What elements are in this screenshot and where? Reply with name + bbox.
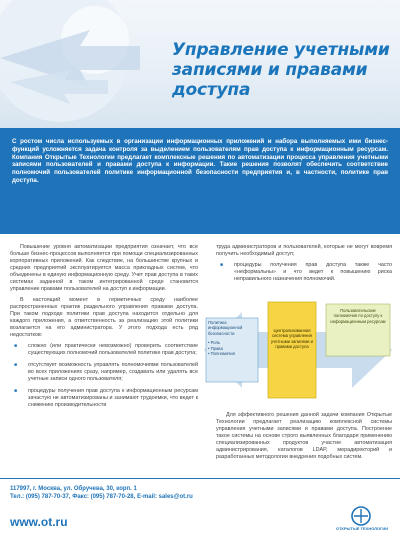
diagram-box-permissions-content	[328, 308, 388, 352]
right-paragraph-2: Для эффективного решения данной задачи компания Открытые Технологии предлагает реализацию комплексной системы управления учетными записями и правами доступа. Построение такое системы на основе строго выявленных благодаря применению специализированных продуктов участие автоматизация администрирования, каталогов LDAP, мерадиректорий и разработанных методологии внедрения подобных систем.	[216, 412, 392, 460]
diagram-system-text: Централизованная система управления учетными записями и правами доступа	[270, 328, 314, 350]
header-banner	[0, 0, 400, 128]
list-item: ■ отсутствует возможность управлять полномочиями пользователей во всех приложениях сразу, например, создавать или удалять все учетные записи одного пользователя;	[14, 362, 198, 383]
intro-band	[0, 128, 400, 234]
list-item: ■ процедуры получения прав доступа также часто «неформальны» и что ведет к повышению риска неправильного назначения полномочий.	[220, 262, 392, 283]
right-column-bottom	[216, 412, 392, 465]
list-item: ■ процедуры получения прав доступа к информационным ресурсам зачастую не автоматизированы и занимают трудоемки, что ведет к снижению производительности	[14, 388, 198, 409]
diagram-policy-title: Политика информационной безопасности	[208, 320, 243, 336]
process-diagram	[202, 292, 394, 408]
page-title	[172, 40, 394, 100]
footer-contacts	[10, 486, 310, 501]
left-bullet-list	[14, 343, 198, 409]
diagram-policy-item: • Полномочия	[208, 351, 235, 357]
right-column-top	[216, 244, 392, 288]
logo-text: ОТКРЫТЫЕ ТЕХНОЛОГИИ	[335, 526, 389, 531]
footer-url-link[interactable]: www.ot.ru	[10, 515, 68, 529]
diagram-box-policy-content	[208, 320, 256, 380]
left-column	[10, 244, 198, 414]
right-paragraph-1: труда администраторов и пользователей, которые не могут вовремя получить необходимый доступ;	[216, 244, 392, 257]
left-paragraph-2: В настоящий момент в герметичных среду наиболее распространенных практик раздельного управления правами доступа. При таком подходе политики прав доступа находится отдельно для каждого приложения, а ответственность за реализацию этой политики возлагается на его администратора. У этого подхода есть ряд недостатков:	[10, 297, 198, 338]
footer-address: 117997, г. Москва, ул. Обручева, 30, корп. 1	[10, 486, 137, 492]
left-paragraph-1: Повышение уровня автоматизации предприятия означает, что все больше бизнес-процессов выполняется при помощи специализированных корпоративных приложений. Как следствие, на большинстве крупных и средних предприятий эксплуатируется масса прикладных систем, что объединены в единую информационную среду. Учет прав доступа в таких системах заданной в таком интегрированной среде становится управление правами пользователей на доступ к информации.	[10, 244, 198, 292]
diagram-policy-item: • Права	[208, 345, 223, 351]
footer-divider	[0, 478, 400, 479]
title-line-1: Управление учетными	[172, 40, 390, 60]
right-bullet-list	[220, 262, 392, 283]
list-item: ■ сложно (или практически невозможно) проверить соответствие существующих полномочий пользователей политике прав доступа;	[14, 343, 198, 357]
title-line-2: записями и правами доступа	[172, 60, 368, 100]
diagram-policy-item: • Роль	[208, 340, 221, 346]
footer-phone-email: Тел.: (095) 787-70-37, Факс: (095) 787-70-28, E-mail: sales@ot.ru	[10, 493, 193, 500]
diagram-permissions-text: Пользовательские полномочия по доступу к информационным ресурсам	[330, 308, 386, 324]
diagram-box-system-content	[270, 328, 314, 376]
intro-text: С ростом числа используемых в организации информационных приложений и набора выполняемых ими бизнес-функций усложняется задача контроля за выделением пользователям прав доступа к информационным ресурсам. Компания Открытые Технологии предлагает комплексные решения по автоматизации процесса управления учетными записями пользователей и правами доступа к информации. Такие решения позволят обеспечить соответствие полномочий пользователей политике информационной безопасности предприятия и, в частности, политике прав доступа.	[12, 138, 388, 184]
